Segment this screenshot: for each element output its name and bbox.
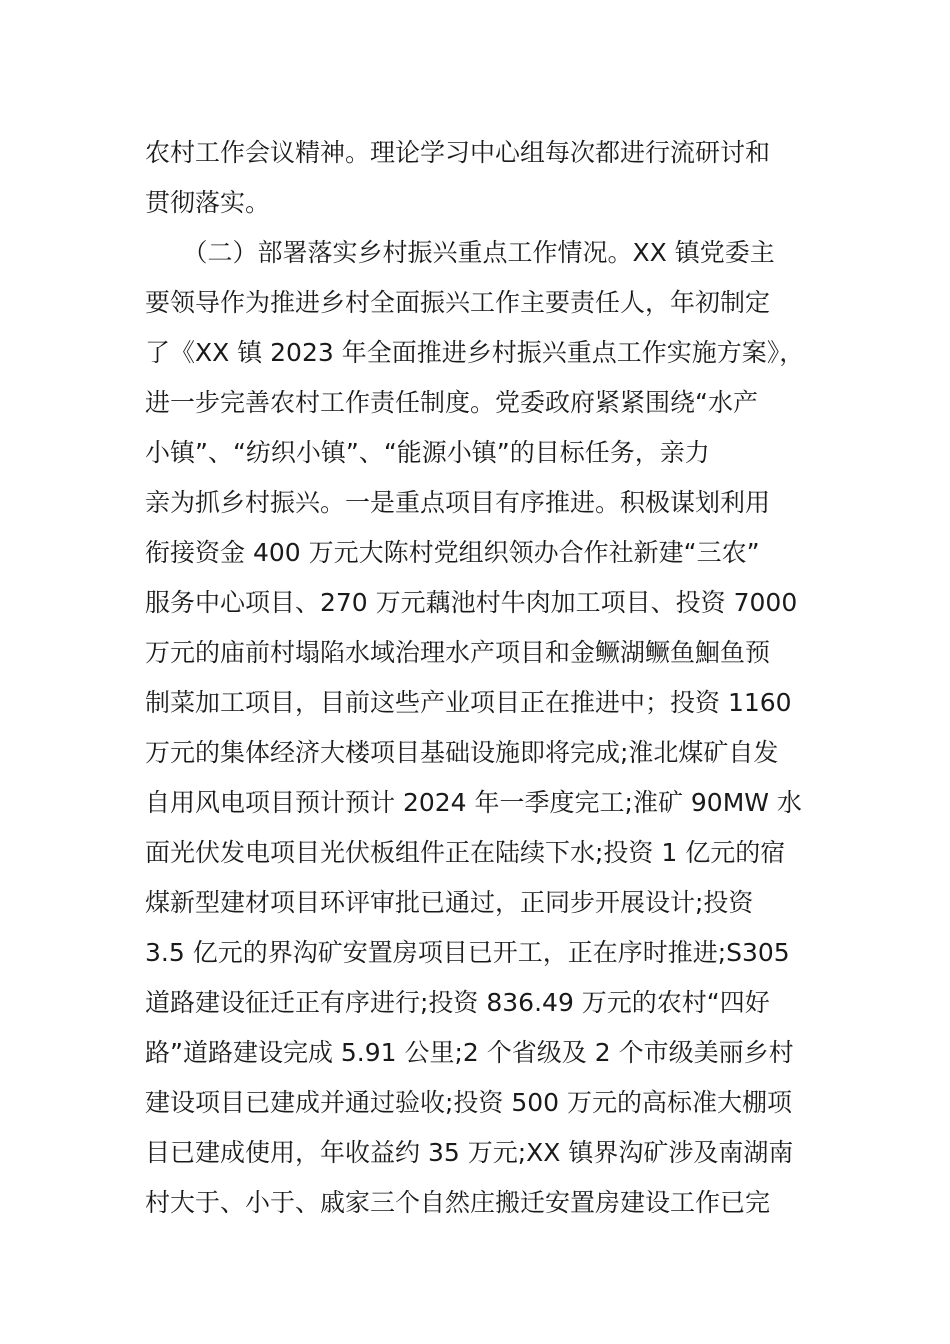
text-line: 村大于、小于、戚家三个自然庄搬迁安置房建设工作已完 <box>145 1188 771 1217</box>
text-line: 进一步完善农村工作责任制度。党委政府紧紧围绕“水产 <box>145 388 758 417</box>
text-line: 万元的集体经济大楼项目基础设施即将完成;淮北煤矿自发 <box>145 738 779 767</box>
text-line: 煤新型建材项目环评审批已通过，正同步开展设计;投资 <box>145 888 754 917</box>
text-line: 万元的庙前村塌陷水域治理水产项目和金鳜湖鳜鱼鮰鱼预 <box>145 638 771 667</box>
text-line: 贯彻落实。 <box>145 188 271 217</box>
text-line: 小镇”、“纺织小镇”、“能源小镇”的目标任务，亲力 <box>145 438 710 467</box>
text-line: 农村工作会议精神。理论学习中心组每次都进行流研讨和 <box>145 138 771 167</box>
text-line: 服务中心项目、270 万元藕池村牛肉加工项目、投资 7000 <box>145 588 798 617</box>
text-line: 路”道路建设完成 5.91 公里;2 个省级及 2 个市级美丽乡村 <box>145 1038 794 1067</box>
text-line: （二）部署落实乡村振兴重点工作情况。XX 镇党委主 <box>145 238 775 267</box>
text-line: 面光伏发电项目光伏板组件正在陆续下水;投资 1 亿元的宿 <box>145 838 786 867</box>
text-line: 衔接资金 400 万元大陈村党组织领办合作社新建“三农” <box>145 538 760 567</box>
text-line: 制菜加工项目，目前这些产业项目正在推进中；投资 1160 <box>145 688 792 717</box>
text-line: 亲为抓乡村振兴。一是重点项目有序推进。积极谋划利用 <box>145 488 771 517</box>
text-line: 要领导作为推进乡村全面振兴工作主要责任人，年初制定 <box>145 288 771 317</box>
text-line: 3.5 亿元的界沟矿安置房项目已开工，正在序时推进;S305 <box>145 938 790 967</box>
text-line: 道路建设征迁正有序进行;投资 836.49 万元的农村“四好 <box>145 988 770 1017</box>
body-text <box>145 128 815 1228</box>
text-line: 建设项目已建成并通过验收;投资 500 万元的高标准大棚项 <box>145 1088 793 1117</box>
text-line: 了《XX 镇 2023 年全面推进乡村振兴重点工作实施方案》， <box>145 338 805 367</box>
text-line: 目已建成使用，年收益约 35 万元;XX 镇界沟矿涉及南湖南 <box>145 1138 794 1167</box>
text-line: 自用风电项目预计预计 2024 年一季度完工;淮矿 90MW 水 <box>145 788 802 817</box>
